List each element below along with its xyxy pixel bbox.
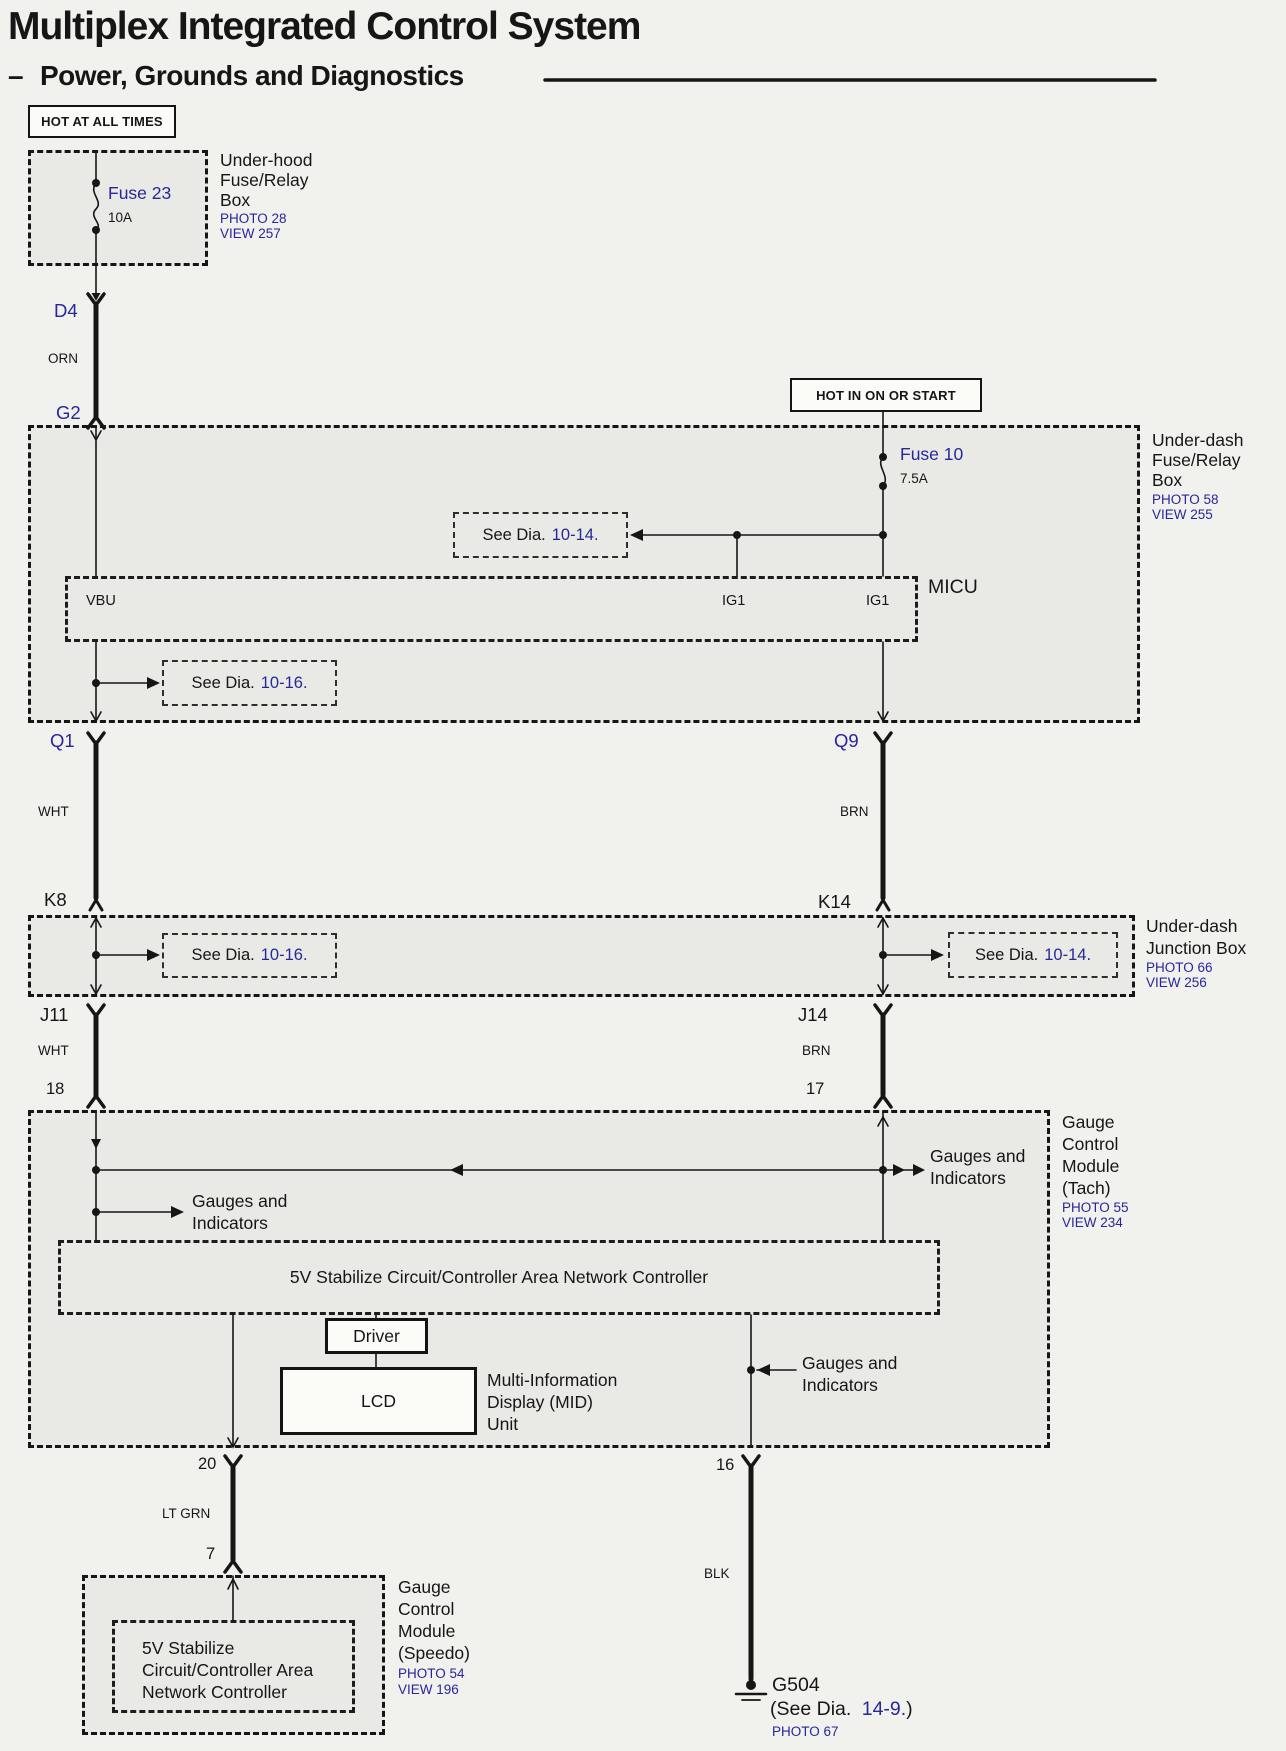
photo-67-ref[interactable]: PHOTO 67: [772, 1724, 839, 1739]
pin-16-label: 16: [716, 1456, 735, 1474]
wire-orn-label: ORN: [48, 351, 78, 366]
under-hood-box-label-1: Under-hood: [220, 150, 313, 170]
wire-wht-q1-k8: [88, 733, 104, 910]
view-257-ref[interactable]: VIEW 257: [220, 226, 281, 241]
wire-lt-grn-label: LT GRN: [162, 1506, 211, 1521]
see-dia-prefix: See Dia.: [191, 673, 255, 692]
connector-k8-icon: [90, 900, 102, 910]
gauges-indicators-bottom-l2: Indicators: [802, 1375, 878, 1395]
under-hood-box-label-2: Fuse/Relay: [220, 170, 309, 190]
connector-j14-label: J14: [798, 1004, 828, 1025]
tach-label-3: Module: [1062, 1156, 1120, 1176]
view-234-ref[interactable]: VIEW 234: [1062, 1215, 1123, 1230]
hot-in-on-or-start-label: HOT IN ON OR START: [816, 387, 956, 403]
driver-label: Driver: [353, 1325, 400, 1346]
wire-orn: [88, 266, 104, 428]
speedo-stabilizer-l2: Circuit/Controller Area: [142, 1660, 314, 1680]
wire-blk-label: BLK: [704, 1566, 730, 1581]
mid-unit-label-3: Unit: [487, 1414, 519, 1434]
tach-label-1: Gauge: [1062, 1112, 1115, 1132]
right-arrow-icon: [171, 1206, 184, 1218]
micu-terminal-ig1-a: IG1: [722, 593, 746, 609]
right-arrow-icon: [913, 1164, 925, 1176]
speedo-label-2: Control: [398, 1599, 455, 1619]
lcd-label: LCD: [360, 1390, 396, 1411]
connector-k14-icon: [877, 900, 889, 910]
ground-see-close: ): [906, 1698, 913, 1720]
pin-7-label: 7: [206, 1545, 216, 1563]
subtitle-dash: –: [8, 60, 24, 91]
fuse-10-symbol: [881, 457, 886, 486]
gauges-indicators-left-l2: Indicators: [192, 1213, 268, 1233]
right-arrow-icon: [893, 1164, 905, 1176]
ground-g504-label: G504: [772, 1674, 820, 1696]
tach-label-4: (Tach): [1062, 1178, 1111, 1198]
gauges-indicators-left-l1: Gauges and: [192, 1191, 288, 1211]
fuse-10-amps: 7.5A: [900, 471, 928, 486]
micu-terminal-vbu: VBU: [86, 593, 116, 609]
view-196-ref[interactable]: VIEW 196: [398, 1682, 459, 1697]
left-arrow-icon: [630, 529, 643, 541]
see-dia-10-14-ref[interactable]: 10-14.: [551, 525, 599, 544]
junction-box-label-2: Junction Box: [1146, 938, 1247, 958]
wire-blk-16-g504: [736, 1456, 766, 1700]
under-dash-fuse-box-label-2: Fuse/Relay: [1152, 450, 1241, 470]
see-dia-prefix: See Dia.: [482, 525, 546, 544]
fuse-23-amps: 10A: [108, 210, 133, 225]
wire-brn-q9-k14: [875, 733, 891, 910]
see-dia-10-16-ref[interactable]: 10-16.: [260, 673, 308, 692]
lcd-box: [280, 1367, 477, 1435]
junction-box-label-1: Under-dash: [1146, 916, 1238, 936]
gauges-indicators-right-l1: Gauges and: [930, 1146, 1026, 1166]
tach-label-2: Control: [1062, 1134, 1119, 1154]
wire-brn-upper-label: BRN: [840, 804, 869, 819]
under-dash-fuse-box-label-3: Box: [1152, 470, 1183, 490]
mid-unit-label-1: Multi-Information: [487, 1370, 618, 1390]
photo-54-ref[interactable]: PHOTO 54: [398, 1666, 465, 1681]
gauges-indicators-right-l2: Indicators: [930, 1168, 1006, 1188]
left-arrow-icon: [757, 1364, 770, 1376]
view-256-ref[interactable]: VIEW 256: [1146, 975, 1207, 990]
speedo-label-4: (Speedo): [398, 1643, 470, 1663]
photo-28-ref[interactable]: PHOTO 28: [220, 211, 287, 226]
right-arrow-icon: [147, 677, 160, 689]
fuse-10-label: Fuse 10: [900, 444, 964, 464]
mid-unit-label-2: Display (MID): [487, 1392, 593, 1412]
down-arrow-icon: [91, 1139, 101, 1149]
ground-icon: [736, 1680, 766, 1700]
speedo-label-1: Gauge: [398, 1577, 451, 1597]
photo-66-ref[interactable]: PHOTO 66: [1146, 960, 1213, 975]
pin-7-icon: [225, 1561, 241, 1572]
see-dia-10-16-ref[interactable]: 10-16.: [260, 946, 308, 964]
wire-wht-upper-label: WHT: [38, 804, 69, 819]
connector-g2-label: G2: [56, 402, 81, 423]
pin-17-label: 17: [806, 1080, 825, 1098]
wire-wht-j11-18: [88, 1005, 104, 1107]
view-255-ref[interactable]: VIEW 255: [1152, 507, 1213, 522]
under-dash-fuse-box-internals: [91, 412, 888, 721]
ground-see-open: (See Dia.: [770, 1698, 852, 1720]
driver-box: [325, 1318, 428, 1354]
right-arrow-icon: [147, 949, 160, 961]
wire-brn-j14-17: [875, 1005, 891, 1107]
photo-55-ref[interactable]: PHOTO 55: [1062, 1200, 1129, 1215]
hot-at-all-times-banner: [28, 105, 176, 138]
hot-in-on-or-start-banner: [790, 378, 982, 412]
see-dia-14-9-ref[interactable]: 14-9.: [861, 1698, 907, 1720]
subtitle: Power, Grounds and Diagnostics: [40, 60, 464, 91]
page-title: Multiplex Integrated Control System: [8, 5, 641, 48]
wire-brn-lower-label: BRN: [802, 1043, 831, 1058]
under-hood-box-label-3: Box: [220, 190, 251, 210]
speedo-label-3: Module: [398, 1621, 456, 1641]
fuse-23-symbol: [92, 152, 100, 263]
connector-j11-label: J11: [40, 1004, 69, 1025]
see-dia-prefix: See Dia.: [191, 946, 255, 964]
left-arrow-icon: [450, 1164, 463, 1176]
hot-at-all-times-label: HOT AT ALL TIMES: [41, 114, 163, 129]
speedo-stabilizer-l1: 5V Stabilize: [142, 1638, 235, 1658]
connector-d4-label: D4: [54, 300, 78, 321]
see-dia-prefix: See Dia.: [974, 945, 1039, 964]
pin-17-icon: [875, 1096, 891, 1107]
photo-58-ref[interactable]: PHOTO 58: [1152, 492, 1219, 507]
pin-20-label: 20: [198, 1455, 217, 1473]
connector-q9-label: Q9: [834, 730, 859, 751]
speedo-stabilizer-l3: Network Controller: [142, 1682, 287, 1702]
see-dia-10-14-ref[interactable]: 10-14.: [1044, 945, 1092, 964]
connector-q1-label: Q1: [50, 730, 75, 751]
gauges-indicators-bottom-l1: Gauges and: [802, 1353, 898, 1373]
micu-label: MICU: [928, 576, 978, 598]
micu-terminal-ig1-b: IG1: [866, 593, 890, 609]
right-arrow-icon: [931, 949, 944, 961]
connector-k8-label: K8: [44, 889, 67, 910]
ground-see-dia-line: [770, 1698, 913, 1721]
connector-k14-label: K14: [818, 891, 851, 912]
fuse-23-label: Fuse 23: [108, 183, 172, 203]
wire-lt-grn-20-7: [225, 1456, 241, 1620]
stabilizer-can-controller-label: 5V Stabilize Circuit/Controller Area Network Controller: [289, 1267, 709, 1288]
pin-18-label: 18: [46, 1080, 65, 1098]
wire-wht-lower-label: WHT: [38, 1043, 69, 1058]
junction-box-internals: [91, 918, 944, 994]
under-dash-fuse-box-label-1: Under-dash: [1152, 430, 1244, 450]
pin-18-icon: [88, 1096, 104, 1107]
